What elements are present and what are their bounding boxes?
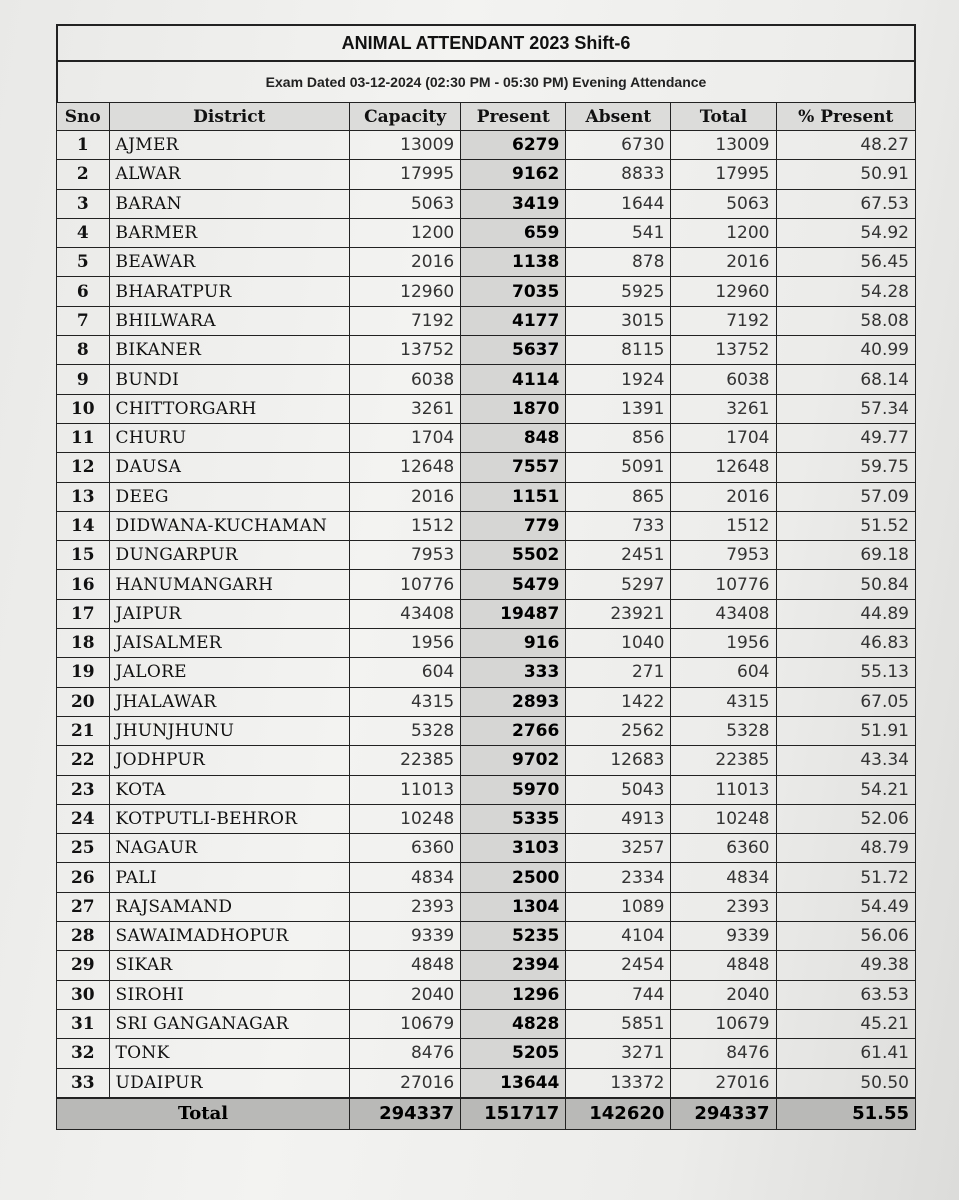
row-present: 6279 bbox=[461, 131, 566, 160]
row-present: 1304 bbox=[461, 892, 566, 921]
row-sno: 23 bbox=[57, 775, 110, 804]
table-row bbox=[57, 306, 916, 335]
table-row bbox=[57, 804, 916, 833]
row-absent: 13372 bbox=[566, 1068, 671, 1098]
row-absent: 1089 bbox=[566, 892, 671, 921]
row-total: 2016 bbox=[671, 248, 776, 277]
row-capacity: 1200 bbox=[350, 218, 461, 247]
row-total: 11013 bbox=[671, 775, 776, 804]
row-pct-present: 59.75 bbox=[776, 453, 916, 482]
row-capacity: 4315 bbox=[350, 687, 461, 716]
row-district: SIROHI bbox=[109, 980, 350, 1009]
row-total: 4315 bbox=[671, 687, 776, 716]
row-sno: 4 bbox=[57, 218, 110, 247]
table-row bbox=[57, 716, 916, 745]
row-present: 333 bbox=[461, 658, 566, 687]
row-sno: 19 bbox=[57, 658, 110, 687]
row-capacity: 2016 bbox=[350, 248, 461, 277]
header-total: Total bbox=[671, 103, 776, 131]
row-present: 1870 bbox=[461, 394, 566, 423]
row-capacity: 1704 bbox=[350, 423, 461, 452]
attendance-table bbox=[56, 102, 916, 1130]
row-sno: 20 bbox=[57, 687, 110, 716]
row-capacity: 10248 bbox=[350, 804, 461, 833]
exam-date-subtitle: Exam Dated 03-12-2024 (02:30 PM - 05:30 PM) Evening Attendance bbox=[56, 60, 916, 102]
row-total: 43408 bbox=[671, 599, 776, 628]
row-capacity: 5328 bbox=[350, 716, 461, 745]
row-capacity: 4834 bbox=[350, 863, 461, 892]
table-row bbox=[57, 160, 916, 189]
row-present: 5235 bbox=[461, 922, 566, 951]
row-total: 17995 bbox=[671, 160, 776, 189]
table-row bbox=[57, 189, 916, 218]
row-capacity: 10776 bbox=[350, 570, 461, 599]
row-sno: 1 bbox=[57, 131, 110, 160]
row-pct-present: 50.91 bbox=[776, 160, 916, 189]
row-sno: 13 bbox=[57, 482, 110, 511]
row-sno: 28 bbox=[57, 922, 110, 951]
row-district: ALWAR bbox=[109, 160, 350, 189]
row-sno: 14 bbox=[57, 511, 110, 540]
row-district: RAJSAMAND bbox=[109, 892, 350, 921]
table-row bbox=[57, 775, 916, 804]
row-pct-present: 57.09 bbox=[776, 482, 916, 511]
row-sno: 11 bbox=[57, 423, 110, 452]
row-absent: 541 bbox=[566, 218, 671, 247]
row-capacity: 2016 bbox=[350, 482, 461, 511]
total-row bbox=[57, 1098, 916, 1130]
row-absent: 8115 bbox=[566, 336, 671, 365]
row-capacity: 8476 bbox=[350, 1039, 461, 1068]
row-district: BHARATPUR bbox=[109, 277, 350, 306]
row-absent: 1644 bbox=[566, 189, 671, 218]
row-total: 10248 bbox=[671, 804, 776, 833]
row-absent: 2562 bbox=[566, 716, 671, 745]
row-absent: 2334 bbox=[566, 863, 671, 892]
row-district: SAWAIMADHOPUR bbox=[109, 922, 350, 951]
row-absent: 733 bbox=[566, 511, 671, 540]
row-pct-present: 57.34 bbox=[776, 394, 916, 423]
row-sno: 18 bbox=[57, 629, 110, 658]
row-pct-present: 67.53 bbox=[776, 189, 916, 218]
row-pct-present: 68.14 bbox=[776, 365, 916, 394]
row-capacity: 1512 bbox=[350, 511, 461, 540]
row-total: 5063 bbox=[671, 189, 776, 218]
row-capacity: 12960 bbox=[350, 277, 461, 306]
row-pct-present: 54.28 bbox=[776, 277, 916, 306]
header-district: District bbox=[109, 103, 350, 131]
table-row bbox=[57, 394, 916, 423]
table-row bbox=[57, 1068, 916, 1098]
row-absent: 8833 bbox=[566, 160, 671, 189]
row-absent: 744 bbox=[566, 980, 671, 1009]
row-absent: 856 bbox=[566, 423, 671, 452]
row-district: BIKANER bbox=[109, 336, 350, 365]
row-capacity: 12648 bbox=[350, 453, 461, 482]
row-district: KOTA bbox=[109, 775, 350, 804]
row-capacity: 13752 bbox=[350, 336, 461, 365]
table-row bbox=[57, 863, 916, 892]
row-sno: 16 bbox=[57, 570, 110, 599]
row-absent: 271 bbox=[566, 658, 671, 687]
row-capacity: 604 bbox=[350, 658, 461, 687]
row-present: 19487 bbox=[461, 599, 566, 628]
row-present: 1138 bbox=[461, 248, 566, 277]
row-district: CHURU bbox=[109, 423, 350, 452]
row-pct-present: 40.99 bbox=[776, 336, 916, 365]
row-pct-present: 50.50 bbox=[776, 1068, 916, 1098]
total-pct-present: 51.55 bbox=[776, 1098, 916, 1130]
row-absent: 5043 bbox=[566, 775, 671, 804]
row-total: 7192 bbox=[671, 306, 776, 335]
row-pct-present: 51.52 bbox=[776, 511, 916, 540]
row-capacity: 13009 bbox=[350, 131, 461, 160]
row-absent: 23921 bbox=[566, 599, 671, 628]
header-capacity: Capacity bbox=[350, 103, 461, 131]
row-pct-present: 56.45 bbox=[776, 248, 916, 277]
row-total: 10776 bbox=[671, 570, 776, 599]
row-absent: 5297 bbox=[566, 570, 671, 599]
row-present: 2394 bbox=[461, 951, 566, 980]
row-pct-present: 51.91 bbox=[776, 716, 916, 745]
table-row bbox=[57, 746, 916, 775]
header-sno: Sno bbox=[57, 103, 110, 131]
row-present: 4114 bbox=[461, 365, 566, 394]
row-sno: 6 bbox=[57, 277, 110, 306]
table-row bbox=[57, 541, 916, 570]
row-capacity: 11013 bbox=[350, 775, 461, 804]
row-total: 12960 bbox=[671, 277, 776, 306]
row-total: 6038 bbox=[671, 365, 776, 394]
table-row bbox=[57, 423, 916, 452]
row-pct-present: 48.79 bbox=[776, 834, 916, 863]
row-absent: 2451 bbox=[566, 541, 671, 570]
row-capacity: 10679 bbox=[350, 1009, 461, 1038]
row-district: SRI GANGANAGAR bbox=[109, 1009, 350, 1038]
row-present: 916 bbox=[461, 629, 566, 658]
table-row bbox=[57, 277, 916, 306]
row-sno: 30 bbox=[57, 980, 110, 1009]
row-district: BARMER bbox=[109, 218, 350, 247]
row-district: JHUNJHUNU bbox=[109, 716, 350, 745]
table-row bbox=[57, 570, 916, 599]
row-sno: 32 bbox=[57, 1039, 110, 1068]
row-total: 1512 bbox=[671, 511, 776, 540]
table-row bbox=[57, 131, 916, 160]
row-district: DIDWANA-KUCHAMAN bbox=[109, 511, 350, 540]
row-district: PALI bbox=[109, 863, 350, 892]
row-present: 3103 bbox=[461, 834, 566, 863]
row-sno: 10 bbox=[57, 394, 110, 423]
row-capacity: 1956 bbox=[350, 629, 461, 658]
row-present: 4828 bbox=[461, 1009, 566, 1038]
row-absent: 3271 bbox=[566, 1039, 671, 1068]
row-capacity: 6038 bbox=[350, 365, 461, 394]
row-capacity: 3261 bbox=[350, 394, 461, 423]
row-absent: 1422 bbox=[566, 687, 671, 716]
table-row bbox=[57, 482, 916, 511]
table-row bbox=[57, 365, 916, 394]
row-sno: 15 bbox=[57, 541, 110, 570]
row-present: 5205 bbox=[461, 1039, 566, 1068]
row-capacity: 22385 bbox=[350, 746, 461, 775]
header-absent: Absent bbox=[566, 103, 671, 131]
row-present: 5637 bbox=[461, 336, 566, 365]
row-district: JALORE bbox=[109, 658, 350, 687]
row-district: JAIPUR bbox=[109, 599, 350, 628]
total-absent: 142620 bbox=[566, 1098, 671, 1130]
row-capacity: 43408 bbox=[350, 599, 461, 628]
row-sno: 31 bbox=[57, 1009, 110, 1038]
row-pct-present: 55.13 bbox=[776, 658, 916, 687]
row-present: 2893 bbox=[461, 687, 566, 716]
total-capacity: 294337 bbox=[350, 1098, 461, 1130]
row-district: JAISALMER bbox=[109, 629, 350, 658]
row-pct-present: 46.83 bbox=[776, 629, 916, 658]
row-district: NAGAUR bbox=[109, 834, 350, 863]
row-sno: 26 bbox=[57, 863, 110, 892]
row-absent: 6730 bbox=[566, 131, 671, 160]
table-row bbox=[57, 248, 916, 277]
row-total: 8476 bbox=[671, 1039, 776, 1068]
row-absent: 5925 bbox=[566, 277, 671, 306]
row-pct-present: 56.06 bbox=[776, 922, 916, 951]
row-present: 9702 bbox=[461, 746, 566, 775]
row-present: 5970 bbox=[461, 775, 566, 804]
table-row bbox=[57, 951, 916, 980]
row-total: 1956 bbox=[671, 629, 776, 658]
row-total: 1704 bbox=[671, 423, 776, 452]
row-present: 659 bbox=[461, 218, 566, 247]
row-pct-present: 45.21 bbox=[776, 1009, 916, 1038]
row-total: 2016 bbox=[671, 482, 776, 511]
row-total: 3261 bbox=[671, 394, 776, 423]
row-district: JODHPUR bbox=[109, 746, 350, 775]
table-row bbox=[57, 599, 916, 628]
row-pct-present: 54.92 bbox=[776, 218, 916, 247]
row-pct-present: 44.89 bbox=[776, 599, 916, 628]
row-present: 13644 bbox=[461, 1068, 566, 1098]
table-row bbox=[57, 687, 916, 716]
row-district: JHALAWAR bbox=[109, 687, 350, 716]
row-district: TONK bbox=[109, 1039, 350, 1068]
row-sno: 29 bbox=[57, 951, 110, 980]
row-pct-present: 63.53 bbox=[776, 980, 916, 1009]
row-total: 4848 bbox=[671, 951, 776, 980]
row-total: 1200 bbox=[671, 218, 776, 247]
row-total: 9339 bbox=[671, 922, 776, 951]
row-district: DAUSA bbox=[109, 453, 350, 482]
row-present: 9162 bbox=[461, 160, 566, 189]
row-sno: 7 bbox=[57, 306, 110, 335]
row-present: 5502 bbox=[461, 541, 566, 570]
row-total: 13009 bbox=[671, 131, 776, 160]
row-present: 2500 bbox=[461, 863, 566, 892]
row-absent: 5091 bbox=[566, 453, 671, 482]
table-row bbox=[57, 892, 916, 921]
row-district: UDAIPUR bbox=[109, 1068, 350, 1098]
attendance-document bbox=[56, 24, 916, 1130]
table-row bbox=[57, 834, 916, 863]
row-pct-present: 52.06 bbox=[776, 804, 916, 833]
row-capacity: 5063 bbox=[350, 189, 461, 218]
row-pct-present: 43.34 bbox=[776, 746, 916, 775]
row-district: DUNGARPUR bbox=[109, 541, 350, 570]
row-total: 4834 bbox=[671, 863, 776, 892]
header-pct-present: % Present bbox=[776, 103, 916, 131]
row-district: SIKAR bbox=[109, 951, 350, 980]
row-capacity: 2040 bbox=[350, 980, 461, 1009]
row-absent: 4913 bbox=[566, 804, 671, 833]
table-row bbox=[57, 922, 916, 951]
row-pct-present: 49.38 bbox=[776, 951, 916, 980]
table-row bbox=[57, 980, 916, 1009]
row-total: 7953 bbox=[671, 541, 776, 570]
row-district: BUNDI bbox=[109, 365, 350, 394]
row-total: 10679 bbox=[671, 1009, 776, 1038]
row-pct-present: 69.18 bbox=[776, 541, 916, 570]
row-district: AJMER bbox=[109, 131, 350, 160]
document-title: ANIMAL ATTENDANT 2023 Shift-6 bbox=[56, 24, 916, 60]
row-absent: 12683 bbox=[566, 746, 671, 775]
row-sno: 17 bbox=[57, 599, 110, 628]
row-present: 3419 bbox=[461, 189, 566, 218]
row-district: BEAWAR bbox=[109, 248, 350, 277]
row-sno: 22 bbox=[57, 746, 110, 775]
table-row bbox=[57, 511, 916, 540]
row-total: 6360 bbox=[671, 834, 776, 863]
row-absent: 5851 bbox=[566, 1009, 671, 1038]
row-capacity: 6360 bbox=[350, 834, 461, 863]
row-sno: 25 bbox=[57, 834, 110, 863]
row-total: 13752 bbox=[671, 336, 776, 365]
row-capacity: 9339 bbox=[350, 922, 461, 951]
row-absent: 878 bbox=[566, 248, 671, 277]
row-total: 2040 bbox=[671, 980, 776, 1009]
row-present: 7557 bbox=[461, 453, 566, 482]
row-pct-present: 61.41 bbox=[776, 1039, 916, 1068]
row-capacity: 2393 bbox=[350, 892, 461, 921]
row-capacity: 17995 bbox=[350, 160, 461, 189]
table-row bbox=[57, 336, 916, 365]
row-district: HANUMANGARH bbox=[109, 570, 350, 599]
row-present: 7035 bbox=[461, 277, 566, 306]
row-sno: 8 bbox=[57, 336, 110, 365]
total-present: 151717 bbox=[461, 1098, 566, 1130]
row-sno: 21 bbox=[57, 716, 110, 745]
table-row bbox=[57, 453, 916, 482]
row-district: BHILWARA bbox=[109, 306, 350, 335]
row-present: 2766 bbox=[461, 716, 566, 745]
table-row bbox=[57, 1039, 916, 1068]
row-total: 604 bbox=[671, 658, 776, 687]
row-absent: 4104 bbox=[566, 922, 671, 951]
row-sno: 33 bbox=[57, 1068, 110, 1098]
row-pct-present: 50.84 bbox=[776, 570, 916, 599]
row-absent: 1391 bbox=[566, 394, 671, 423]
row-total: 2393 bbox=[671, 892, 776, 921]
row-present: 1296 bbox=[461, 980, 566, 1009]
total-label: Total bbox=[57, 1098, 350, 1130]
row-total: 5328 bbox=[671, 716, 776, 745]
row-absent: 865 bbox=[566, 482, 671, 511]
table-row bbox=[57, 218, 916, 247]
row-pct-present: 51.72 bbox=[776, 863, 916, 892]
table-row bbox=[57, 658, 916, 687]
row-present: 4177 bbox=[461, 306, 566, 335]
row-absent: 1924 bbox=[566, 365, 671, 394]
row-absent: 2454 bbox=[566, 951, 671, 980]
row-pct-present: 54.21 bbox=[776, 775, 916, 804]
row-sno: 3 bbox=[57, 189, 110, 218]
row-capacity: 7192 bbox=[350, 306, 461, 335]
row-present: 1151 bbox=[461, 482, 566, 511]
table-header-row bbox=[57, 103, 916, 131]
row-present: 779 bbox=[461, 511, 566, 540]
table-row bbox=[57, 1009, 916, 1038]
row-capacity: 7953 bbox=[350, 541, 461, 570]
row-capacity: 27016 bbox=[350, 1068, 461, 1098]
row-pct-present: 67.05 bbox=[776, 687, 916, 716]
row-sno: 2 bbox=[57, 160, 110, 189]
row-sno: 9 bbox=[57, 365, 110, 394]
row-capacity: 4848 bbox=[350, 951, 461, 980]
row-sno: 5 bbox=[57, 248, 110, 277]
row-district: BARAN bbox=[109, 189, 350, 218]
row-pct-present: 54.49 bbox=[776, 892, 916, 921]
row-district: CHITTORGARH bbox=[109, 394, 350, 423]
row-total: 27016 bbox=[671, 1068, 776, 1098]
row-sno: 27 bbox=[57, 892, 110, 921]
row-total: 12648 bbox=[671, 453, 776, 482]
row-sno: 24 bbox=[57, 804, 110, 833]
row-pct-present: 58.08 bbox=[776, 306, 916, 335]
total-total: 294337 bbox=[671, 1098, 776, 1130]
row-absent: 3257 bbox=[566, 834, 671, 863]
row-present: 5335 bbox=[461, 804, 566, 833]
row-absent: 1040 bbox=[566, 629, 671, 658]
row-absent: 3015 bbox=[566, 306, 671, 335]
row-district: KOTPUTLI-BEHROR bbox=[109, 804, 350, 833]
row-sno: 12 bbox=[57, 453, 110, 482]
row-district: DEEG bbox=[109, 482, 350, 511]
row-present: 5479 bbox=[461, 570, 566, 599]
row-present: 848 bbox=[461, 423, 566, 452]
row-pct-present: 48.27 bbox=[776, 131, 916, 160]
row-pct-present: 49.77 bbox=[776, 423, 916, 452]
table-row bbox=[57, 629, 916, 658]
header-present: Present bbox=[461, 103, 566, 131]
row-total: 22385 bbox=[671, 746, 776, 775]
